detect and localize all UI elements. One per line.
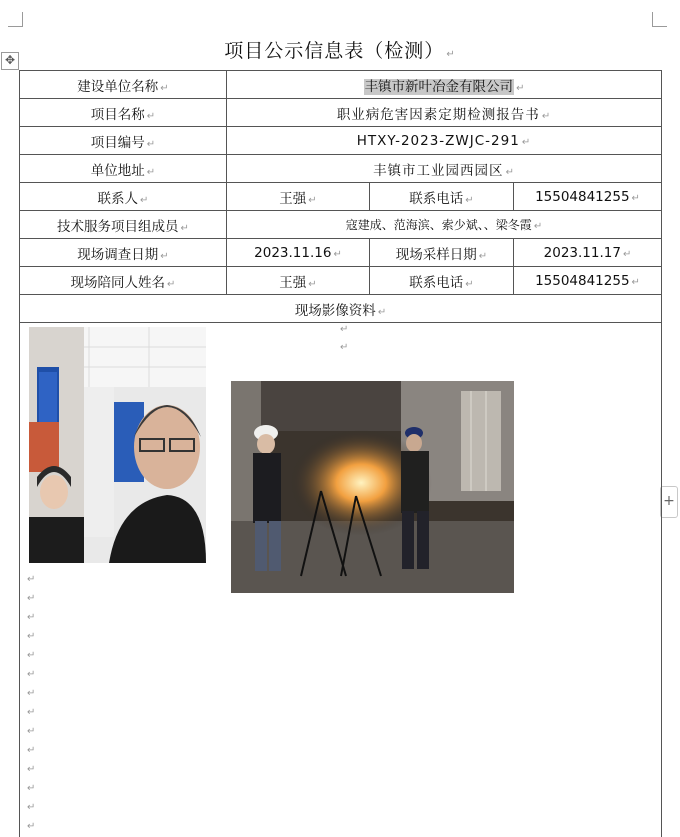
table-row — [20, 211, 662, 239]
members-value[interactable]: 寇建成、范海滨、索少斌、、梁冬霞 ↵ — [227, 211, 662, 239]
table-row — [20, 71, 662, 99]
page-title: 项目公示信息表（检测） ↵ — [224, 40, 456, 62]
table-row — [20, 155, 662, 183]
phone-label: 联系电话 ↵ — [370, 183, 514, 211]
info-table — [19, 70, 662, 323]
page-corner-mark — [8, 12, 23, 27]
site-selfie-photo[interactable] — [29, 327, 206, 563]
site-workshop-photo[interactable] — [231, 381, 514, 593]
table-row — [20, 127, 662, 155]
title-text: 项目公示信息表（检测） — [224, 40, 445, 62]
table-row — [20, 183, 662, 211]
page-corner-mark — [652, 12, 667, 27]
survey-date-value[interactable]: 2023.11.16 ↵ — [227, 239, 370, 267]
companion-value[interactable]: 王强 ↵ — [227, 267, 370, 295]
construction-unit-label: 建设单位名称 ↵ — [20, 71, 227, 99]
companion-phone-label: 联系电话 ↵ — [370, 267, 514, 295]
table-row — [20, 295, 662, 323]
project-number-label: 项目编号 ↵ — [20, 127, 227, 155]
survey-date-label: 现场调查日期 ↵ — [20, 239, 227, 267]
table-row — [20, 239, 662, 267]
images-section-header: 现场影像资料 ↵ — [20, 295, 662, 323]
add-row-handle-icon[interactable]: + — [660, 486, 678, 518]
companion-label: 现场陪同人姓名 ↵ — [20, 267, 227, 295]
contact-label: 联系人 ↵ — [20, 183, 227, 211]
empty-paragraph-marks: ↵ ↵ ↵ ↵ ↵ ↵ ↵ ↵ ↵ ↵ ↵ ↵ ↵ ↵ — [27, 574, 36, 832]
project-name-label: 项目名称 ↵ — [20, 99, 227, 127]
images-cell[interactable]: ↵ ↵ ↵ ↵ ↵ ↵ ↵ ↵ ↵ ↵ ↵ ↵ ↵ ↵ ↵ ↵ — [19, 320, 662, 837]
construction-unit-value[interactable]: 丰镇市新叶冶金有限公司 ↵ — [227, 71, 662, 99]
table-move-handle-icon[interactable]: ✥ — [1, 52, 19, 70]
sampling-date-value[interactable]: 2023.11.17 ↵ — [514, 239, 662, 267]
members-label: 技术服务项目组成员 ↵ — [20, 211, 227, 239]
project-number-value[interactable]: HTXY-2023-ZWJC-291 ↵ — [227, 127, 662, 155]
address-label: 单位地址 ↵ — [20, 155, 227, 183]
project-name-value[interactable]: 职业病危害因素定期检测报告书 ↵ — [227, 99, 662, 127]
sampling-date-label: 现场采样日期 ↵ — [370, 239, 514, 267]
companion-phone-value[interactable]: 15504841255 ↵ — [514, 267, 662, 295]
phone-value[interactable]: 15504841255 ↵ — [514, 183, 662, 211]
address-value[interactable]: 丰镇市工业园西园区 ↵ — [227, 155, 662, 183]
table-row — [20, 267, 662, 295]
contact-value[interactable]: 王强 ↵ — [227, 183, 370, 211]
table-row — [20, 99, 662, 127]
